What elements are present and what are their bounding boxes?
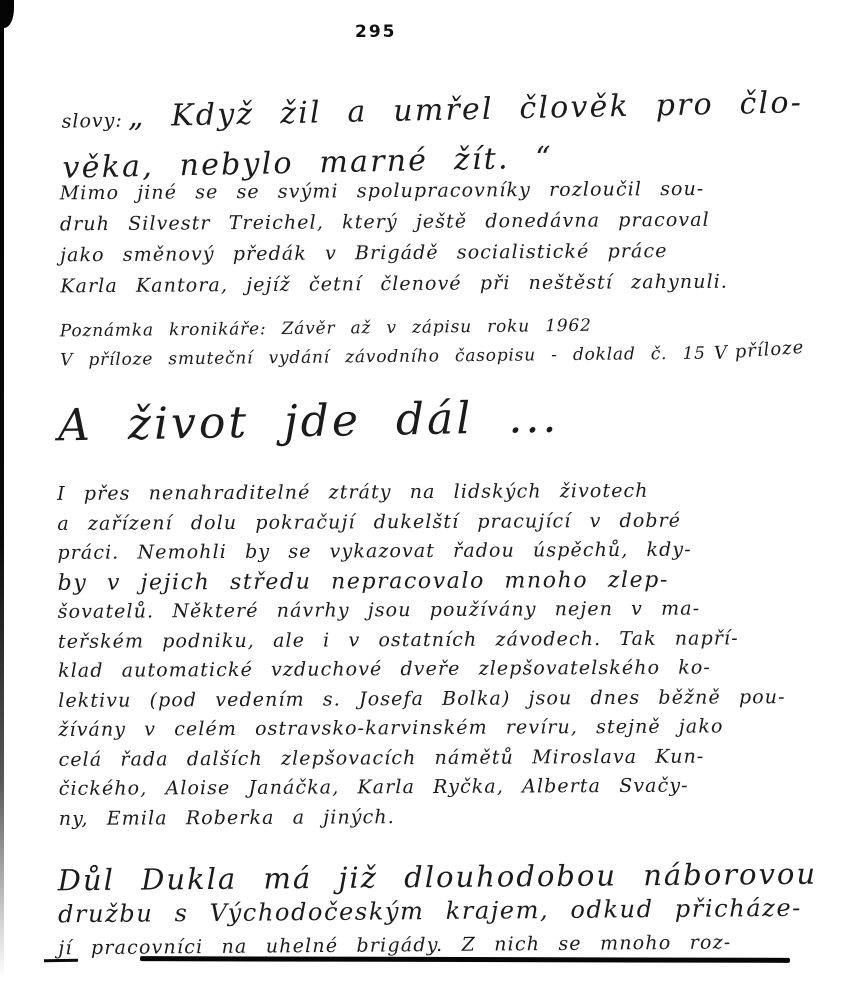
handwritten-line: žívány v celém ostravsko-karvinském revíru, stejně jako — [58, 715, 724, 741]
handwritten-line: celá řada dalších zlepšovacích námětů Miroslava Kun- — [58, 745, 705, 771]
handwritten-line: čického, Aloise Janáčka, Karla Ryčka, Alberta Svačy- — [58, 774, 689, 800]
paragraph-treichel — [60, 174, 729, 303]
handwritten-line: ny, Emila Roberka a jiných. — [58, 805, 395, 830]
handwritten-line: by v jejich středu nepracovalo mnoho zlep- — [57, 567, 670, 596]
handwritten-line: jí pracovníci na uhelné brigády. Z nich se mnoho roz- — [58, 931, 732, 960]
handwritten-line: Důl Dukla má již dlouhodobou náborovou — [57, 856, 818, 898]
paragraph-improvers — [57, 476, 786, 834]
chronicler-note — [60, 311, 706, 376]
scan-artifact-left-edge — [0, 0, 4, 978]
handwritten-line: práci. Nemohli by se vykazovat řadou úspěchů, kdy- — [57, 538, 692, 564]
scan-artifact-corner-blob — [0, 0, 14, 28]
handwritten-line: šovatelů. Některé návrhy jsou používány nejen v ma- — [57, 597, 701, 623]
quote-line-1: „ Když žil a umřel člověk pro člo- — [127, 85, 804, 135]
handwritten-line: Mimo jiné se se svými spolupracovníky rozloučil sou- — [59, 177, 705, 205]
handwritten-line: I přes nenahraditelné ztráty na lidských životech — [57, 479, 649, 505]
handwritten-line: Poznámka kronikáře: Závěr až v zápisu roku 1962 — [59, 315, 592, 342]
section-heading: A život jde dál ... — [57, 391, 560, 452]
handwritten-line: teřském podniku, ale i v ostatních závodech. Tak napří- — [57, 626, 739, 653]
quote-line-2: věka, nebylo marné žít. “ — [62, 140, 554, 186]
handwritten-line: lektivu (pod vedením s. Josefa Bolka) jsou dnes běžně pou- — [58, 685, 786, 712]
handwritten-line: jako směnový předák v Brigádě socialistické práce — [60, 240, 668, 267]
quote-prefix: slovy: — [61, 109, 123, 133]
handwritten-line: Karla Kantora, jejíž četní členové při neštěstí zahynuli. — [60, 270, 729, 298]
paragraph-dukla-recruitment — [58, 857, 818, 966]
page-number: 295 — [355, 22, 397, 42]
margin-note: V příloze — [713, 336, 805, 365]
handwritten-line: klad automatické vzduchové dveře zlepšovatelského ko- — [58, 656, 711, 682]
handwritten-line: a zařízení dolu pokračují dukelští pracující v dobré — [57, 509, 682, 535]
handwritten-line: V příloze smuteční vydání závodního časopisu - doklad č. 15 — [60, 343, 706, 371]
handwritten-line: družbu s Východočeským krajem, odkud přicháze- — [57, 893, 803, 929]
handwritten-line: druh Silvestr Treichel, který ještě donedávna pracoval — [59, 208, 710, 236]
